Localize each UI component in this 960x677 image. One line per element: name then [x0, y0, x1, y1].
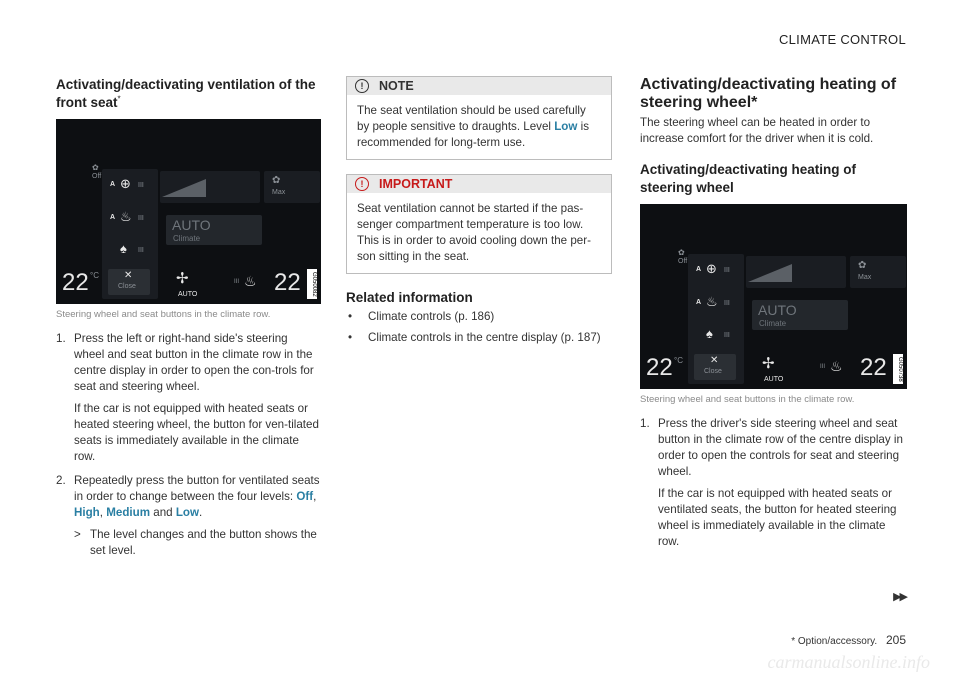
warning-icon: !	[355, 177, 369, 191]
step-item	[640, 416, 907, 550]
section-heading-ventilation: Activating/deactivating ventilation of the front seat*	[56, 77, 316, 110]
seat-heat-icon-right[interactable]: ♨	[830, 358, 843, 375]
footnote-option: * Option/accessory.	[791, 636, 878, 647]
intro-text: The steering wheel can be heated in order to increase comfort for the driver when it is cold.	[640, 116, 874, 146]
auto-a-label: A	[110, 214, 116, 222]
page-header-title: CLIMATE CONTROL	[778, 32, 906, 47]
level-marks: III	[234, 279, 240, 286]
note-box	[346, 76, 612, 160]
option-mark: *	[117, 94, 121, 104]
fan-icon-left: ✿	[92, 163, 99, 173]
auto-a-label: A	[110, 181, 116, 189]
off-label: Off	[92, 173, 102, 181]
step-item	[56, 331, 321, 465]
auto-a-label: A	[696, 299, 702, 307]
temp-left[interactable]: 22	[62, 269, 89, 297]
temp-unit: °C	[90, 271, 99, 281]
fan-icon-max: ✿	[858, 260, 867, 272]
close-icon: ✕	[710, 355, 719, 367]
step-note: If the car is not equipped with heated seats or heated steering wheel, the button for ven-tilated seats is immediately available in the climate row.	[74, 402, 319, 463]
max-label: Max	[272, 189, 286, 197]
important-header	[347, 175, 611, 193]
level-high: High	[74, 505, 100, 519]
temp-unit: °C	[674, 356, 683, 366]
related-link[interactable]: Climate controls (p. 186)	[368, 309, 495, 323]
related-link[interactable]: Climate controls in the centre display (p. 187)	[368, 330, 601, 344]
level-medium: Medium	[106, 505, 151, 519]
step-text: Repeatedly press the button for ventilated seats in order to change between the four levels: Off, High, Medium and Low.	[74, 473, 320, 519]
subheading-steering-heat: Activating/deactivating heating of steering wheel	[640, 162, 857, 195]
related-title: Related information	[346, 289, 473, 305]
important-box	[346, 174, 612, 274]
related-item[interactable]: • Climate controls in the centre display (p. 187)	[348, 330, 601, 344]
auto-a-label: A	[696, 266, 702, 274]
level-marks: III	[724, 332, 730, 340]
page-footer	[791, 633, 906, 647]
fan-icon-max: ✿	[272, 175, 281, 187]
step-number: 1.	[56, 332, 66, 346]
step-text: Press the driver's side steering wheel and seat button in the climate row of the centre display in order to open the controls for seat and steering wheel.	[658, 417, 903, 479]
info-icon: !	[355, 79, 369, 93]
step-text: Press the left or right-hand side's steering wheel and seat button in the climate row in the centre display in order to open the con-trols for seat and steering wheel.	[74, 332, 314, 394]
step-number: 1.	[640, 417, 650, 431]
seat-heat-icon[interactable]: ♨	[706, 294, 718, 310]
related-list	[346, 309, 612, 346]
climate-label: Climate	[759, 319, 787, 329]
column-ventilation	[56, 76, 321, 567]
note-text: The seat ventilation should be used carefully by people sensitive to draughts. Level Low is recommended for long-term use.	[357, 104, 589, 149]
image-caption: Steering wheel and seat buttons in the climate row.	[640, 394, 855, 406]
steering-wheel-heat-icon[interactable]: ⊕	[706, 261, 717, 277]
column-steering-heat	[640, 76, 907, 558]
step-number: 2.	[56, 473, 66, 487]
seat-heat-icon[interactable]: ♨	[120, 209, 132, 225]
note-label: NOTE	[379, 79, 414, 93]
level-low: Low	[175, 505, 200, 519]
page-number: 205	[885, 633, 906, 647]
next-page-arrows-icon[interactable]: ▶▶	[893, 591, 906, 603]
close-icon: ✕	[124, 270, 133, 282]
section-heading-steering-heat: Activating/deactivating heating of steering wheel*	[640, 76, 897, 111]
important-text: Seat ventilation cannot be started if the pas-senger compartment temperature is too low. This is in order to avoid cooling down the per-son sitting in the seat.	[357, 201, 591, 263]
level-marks: III	[724, 267, 730, 275]
airflow-icon[interactable]: ✢	[762, 355, 775, 373]
watermark: carmanualsonline.info	[767, 652, 930, 672]
max-label: Max	[858, 274, 872, 282]
fan-icon-left: ✿	[678, 248, 685, 258]
climate-screen-image	[56, 119, 321, 304]
off-label: Off	[678, 258, 688, 266]
seat-ventilation-icon[interactable]: ♠	[120, 241, 127, 257]
option-mark: *	[751, 93, 758, 111]
auto-climate-label: AUTO	[758, 302, 797, 319]
steering-wheel-heat-icon[interactable]: ⊕	[120, 176, 131, 192]
climate-screen-image	[640, 204, 907, 389]
seat-heat-icon-right[interactable]: ♨	[244, 273, 257, 290]
note-body	[347, 95, 611, 159]
level-marks: III	[820, 364, 826, 371]
step-item	[56, 473, 321, 559]
auto-climate-label: AUTO	[172, 217, 211, 234]
image-serial: G050738	[893, 354, 903, 384]
steps-list	[56, 331, 321, 559]
close-label: Close	[704, 368, 722, 376]
step-note: If the car is not equipped with heated seats or ventilated seats, the button for heated steering wheel is immediately available in the climate row.	[658, 487, 897, 549]
climate-label: Climate	[173, 234, 201, 244]
level-off: Off	[296, 489, 314, 503]
important-body	[347, 193, 611, 273]
related-item[interactable]: • Climate controls (p. 186)	[348, 309, 495, 323]
airflow-icon[interactable]: ✢	[176, 270, 189, 288]
note-header	[347, 77, 611, 95]
level-marks: III	[138, 247, 144, 255]
important-label: IMPORTANT	[379, 176, 453, 191]
note-level-low: Low	[554, 119, 578, 133]
temp-left[interactable]: 22	[646, 354, 673, 382]
bottom-auto-label: AUTO	[764, 376, 784, 384]
temp-right[interactable]: 22	[860, 354, 887, 382]
bottom-auto-label: AUTO	[178, 291, 198, 299]
temp-right[interactable]: 22	[274, 269, 301, 297]
level-marks: III	[138, 215, 144, 223]
steps-list	[640, 416, 907, 550]
close-label: Close	[118, 283, 136, 291]
column-notes	[346, 76, 612, 351]
fan-speed-bar[interactable]	[746, 256, 846, 288]
image-serial: G050082	[307, 269, 317, 299]
level-marks: III	[138, 182, 144, 190]
result-mark: >	[74, 527, 81, 541]
fan-speed-bar[interactable]	[160, 171, 260, 203]
level-marks: III	[724, 300, 730, 308]
seat-ventilation-icon[interactable]: ♠	[706, 326, 713, 342]
image-caption: Steering wheel and seat buttons in the climate row.	[56, 309, 271, 321]
step-result: > The level changes and the button shows the set level.	[74, 527, 317, 557]
